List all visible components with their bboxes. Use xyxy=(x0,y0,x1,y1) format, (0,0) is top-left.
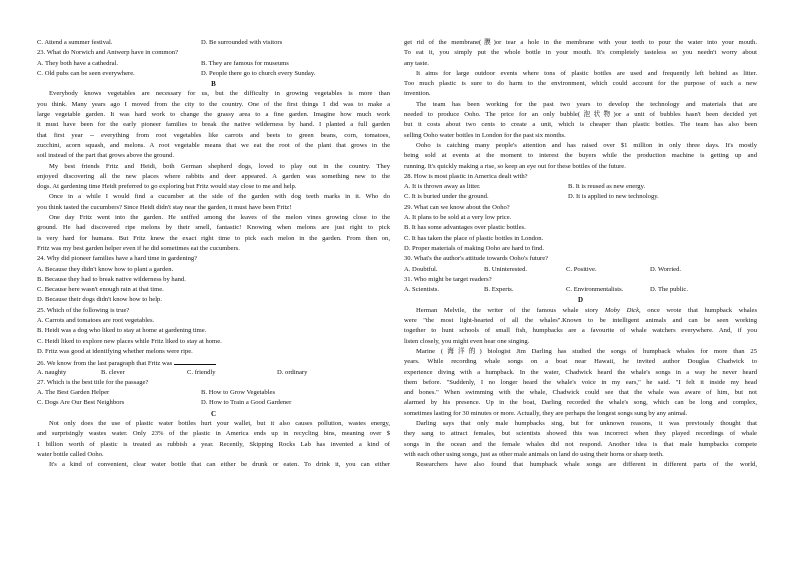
passage-c-line: water bottle called Ooho. xyxy=(37,450,104,458)
passage-b-line: it must have been for the early pioneer families to break the native wilderness by hand. I planted a full garden xyxy=(37,121,390,129)
option: C. Positive. xyxy=(566,265,597,273)
question-24: 24. Why did pioneer families have a hard time in gardening? xyxy=(37,255,198,263)
passage-d-line xyxy=(404,306,757,316)
passage-b-line: One day Fritz went into the garden. He sniffed among the leaves of the melon vines growing close to the xyxy=(49,214,390,222)
passage-c-line: Ooho is catching many people's attention and has raised over $1 million in only three days. It's mostly xyxy=(416,141,757,149)
option: D. Be surrounded with visitors xyxy=(201,39,283,46)
passage-d-line: songs in the ocean and the female whales did not respond. Another idea is that male humpbacks compete xyxy=(404,440,757,448)
option: C. Environmentalists. xyxy=(566,286,624,294)
option: A. Scientists. xyxy=(404,286,439,294)
option: C. Because here wasn't enough rain at that time. xyxy=(37,286,164,294)
passage-c-line: but it costs about two cents to create a unit, which is cheaper than plastic bottles. The team has also been xyxy=(404,121,757,129)
book-title: Moby Dick xyxy=(604,306,640,314)
passage-c-line: Not only does the use of plastic water bottles hurt your wallet, but it also causes pollution, wastes energy, xyxy=(49,419,390,427)
option: D. Worried. xyxy=(650,265,682,273)
left-column xyxy=(37,38,390,470)
passage-c-line: selling Ooho water bottles in London for the past six months. xyxy=(404,131,566,139)
passage-c-line: The team has been working for the past two years to develop the technology and materials that are xyxy=(416,100,757,108)
passage-b-line: large vegetable garden. It was hard work to change the grassy area to a fine garden. Imagine how much work xyxy=(37,111,390,119)
option: D. People there go to church every Sunday. xyxy=(201,69,316,77)
question-30: 30. What's the author's attitude towards Ooho's future? xyxy=(404,255,549,263)
passage-b-line: ground. He had discovered ripe melons by their smell, fantastic! Knowing when melons are just right to pick xyxy=(37,224,390,232)
passage-b-line: is very hard for humans. But Fritz knew the exact right time to pick each melon in the garden. From then on, xyxy=(37,234,390,242)
passage-b-line: you think tasted the cucumbers? Since Heidi didn't stay near the garden, it must have been Fritz! xyxy=(37,203,292,211)
passage-c-line: being sold at events at the moment to interest the buyers while the production machine is getting up and xyxy=(404,152,757,160)
option: C. Dogs Are Our Best Neighbors xyxy=(37,399,125,407)
option: B. Because they had to break native wilderness by hand. xyxy=(37,275,186,283)
passage-b-line: Once in a while I would find a cucumber at the side of the garden with dog teeth marks in it. Who do xyxy=(49,193,390,201)
text-fragment: , once wrote that humpback whales xyxy=(639,306,757,314)
passage-d-line: alarmed by his presence. Up in the boat, Darling recorded the whale's song, which can be long and complex, xyxy=(404,399,757,407)
option: D. ordinary xyxy=(277,368,308,376)
passage-b-line: My best friends Fritz and Heidi, both German shepherd dogs, loved to play out in the country. They xyxy=(49,162,390,170)
question-25: 25. Which of the following is true? xyxy=(37,306,130,314)
passage-d-line: Darling says that only male humpbacks sing, but for unknown reasons, it was previously thought that xyxy=(416,419,757,427)
passage-b-line: dogs. At gardening time Heidi preferred to go exploring but Fritz would stay close to me and help. xyxy=(37,183,297,191)
passage-d-line: listen closely, you might even hear one singing. xyxy=(404,337,530,345)
option: B. Experts. xyxy=(484,286,514,294)
q22-options-cd xyxy=(37,38,390,48)
q28-options-ab xyxy=(404,182,757,192)
option: C. Heidi liked to explore new places while Fritz liked to stay at home. xyxy=(37,337,222,345)
passage-d-line: were "the most light-hearted of all the whales".Known to be intelligent animals and can be seen working xyxy=(404,317,757,325)
passage-c-line: needed to produce Ooho. The price for an only bubble(泡状物)or a unit of bubbles hasn't been decided yet xyxy=(404,111,757,119)
q30-options xyxy=(404,265,757,275)
option: D. It is applied to new technology. xyxy=(568,193,659,201)
passage-d-line: experience diving with a humpback. In the water, Chadwick heard the whale's songs in a way he never heard xyxy=(404,368,757,376)
option: A. naughty xyxy=(37,368,67,376)
option: A. It is thrown away as litter. xyxy=(404,183,481,191)
right-column xyxy=(404,38,757,470)
passage-d-line: with each other using songs, just as other male animals on land do using their horns or sharp teeth. xyxy=(404,450,664,458)
section-heading-d: D xyxy=(577,296,584,305)
option: B. How to Grow Vegetables xyxy=(201,389,276,397)
passage-d-line: years. While recording whale songs on a boat near Hawaii, he invited author Douglas Chadwick to xyxy=(404,358,757,366)
option: B. It is reused as new energy. xyxy=(568,183,646,191)
passage-c-line: invention. xyxy=(404,90,431,98)
option: B. It has some advantages over plastic bottles. xyxy=(404,224,526,232)
option: C. It is buried under the ground. xyxy=(404,193,489,201)
q27-options-ab xyxy=(37,388,390,398)
passage-b-line: Everybody knows vegetables are necessary for us, but the difficulty in growing vegetables is more than xyxy=(49,90,390,98)
passage-d-line: Researchers have also found that humpback whale songs are different in different parts of the world, xyxy=(416,461,757,469)
passage-c-line: It aims for large outdoor events where tons of plastic bottles are used and frequently left behind as litter. xyxy=(416,69,757,77)
option: A. They both have a cathedral. xyxy=(37,59,118,67)
passage-d-line: sometimes lasting for 30 minutes or more. Actually, they are perhaps the longest songs sung by any animal. xyxy=(404,409,688,417)
passage-c-line: any taste. xyxy=(404,59,429,67)
passage-c-line: get rid of the membrane(膜)or tear a hole in the membrane with your teeth to pour the water into your mouth. xyxy=(404,39,757,46)
passage-d-line: Marine (海洋的) biologist Jim Darling has studied the songs of humpback whales for more than 25 xyxy=(416,347,757,355)
passage-c-line: running. It's quickly making a rise, so keep an eye out for these bottles of the future. xyxy=(404,162,626,170)
q23-options-ab xyxy=(37,59,390,69)
section-heading-b: B xyxy=(211,80,216,89)
option: C. It has taken the place of plastic bottles in London. xyxy=(404,234,544,242)
passage-b-line: that first year -- everything from root vegetables like carrots and beets to green beans, corn, tomatoes, xyxy=(37,131,390,139)
question-26 xyxy=(37,357,390,367)
passage-d-line: together to hunt schools of small fish, humpbacks are a favourite of whale watchers everywhere. And, if you xyxy=(404,327,757,335)
option: A. It plans to be sold at a very low price. xyxy=(404,214,512,222)
passage-b-line: enjoyed discovering all the new places where rabbits and deer appeared. A garden was something new to the xyxy=(37,172,390,180)
option: B. They are famous for museums xyxy=(201,59,289,67)
section-heading-c: C xyxy=(210,409,217,418)
question-31: 31. Who might be target readers? xyxy=(404,275,492,283)
option: D. How to Train a Good Gardener xyxy=(201,399,292,407)
passage-d-line: them before. "Suddenly, I no longer heard the whale's voice in my ears," he said. "I felt it inside my head xyxy=(404,378,757,386)
question-23: 23. What do Norwich and Antwerp have in common? xyxy=(37,49,179,57)
option: B. clever xyxy=(101,368,125,376)
passage-d-line: and bones." When swimming with the whale, Chadwick could see that the whale was aware of him, but not xyxy=(404,389,757,397)
option: D. Proper materials of making Ooho are hard to find. xyxy=(404,244,545,252)
passage-c-line: Too much plastic is sure to do harm to the environment, which could account for the purpose of such a new xyxy=(404,80,757,88)
answer-blank xyxy=(174,357,216,365)
option: C. Old pubs can be seen everywhere. xyxy=(37,69,135,77)
q31-options xyxy=(404,285,757,295)
option: A. The Best Garden Helper xyxy=(37,389,110,397)
question-29: 29. What can we know about the Ooho? xyxy=(404,203,510,211)
question-28: 28. How is most plastic in America dealt with? xyxy=(404,172,528,180)
q23-options-cd xyxy=(37,69,390,79)
passage-c-line: It's a kind of convenient, clear water bottle that can either be drunk or eaten. To drink it, you can either xyxy=(49,461,390,469)
option: D. The public. xyxy=(650,286,688,294)
question-text: 26. We know from the last paragraph that Fritz was xyxy=(37,360,173,368)
passage-c-line: and surprisingly wastes water. Only 23% of the plastic in America ends up in recycling bins, meaning over $ xyxy=(37,430,390,438)
passage-b-line: Fritz was my best garden helper even if he did sometimes eat the cucumbers. xyxy=(37,244,240,252)
option: D. Because their dogs didn't know how to help. xyxy=(37,296,162,304)
option: C. Attend a summer festival. xyxy=(37,39,113,46)
question-27: 27. Which is the best title for the passage? xyxy=(37,378,149,386)
option: B. Uninterested. xyxy=(484,265,528,273)
passage-c-line: 1 billion worth of plastic is treated as rubbish a year. Recently, Skipping Rocks Lab has invented a kind of xyxy=(37,440,390,448)
passage-b-line: soil instead of the part that grows above the ground. xyxy=(37,152,174,160)
option: A. Carrots and tomatoes are root vegetables. xyxy=(37,317,155,325)
option: B. Heidi was a dog who liked to stay at home at gardening time. xyxy=(37,327,207,335)
passage-d-line: they sang to attract females, but scientists showed this was incorrect when they played recordings of whale xyxy=(404,430,757,438)
option: D. Fritz was good at identifying whether melons were ripe. xyxy=(37,347,193,355)
option: A. Because they didn't know how to plant a garden. xyxy=(37,265,174,273)
option: C. friendly xyxy=(187,368,216,376)
option: A. Doubtful. xyxy=(404,265,438,273)
passage-c-line: To eat it, you simply put the whole bottle in your mouth. It's completely tasteless so you needn't worry about xyxy=(404,49,757,57)
q26-options xyxy=(37,368,390,378)
q28-options-cd xyxy=(404,192,757,202)
text-fragment: Herman Melvile, the writer of the famous whale story xyxy=(416,306,605,314)
q27-options-cd xyxy=(37,398,390,408)
passage-b-line: you think. Many years ago I moved from the city to the country. One of the first things I did was to make a xyxy=(37,100,390,108)
passage-b-line: zucchini, acorn squash, and melons. A root vegetable means that we eat the root of the plant that grows in the xyxy=(37,141,390,149)
